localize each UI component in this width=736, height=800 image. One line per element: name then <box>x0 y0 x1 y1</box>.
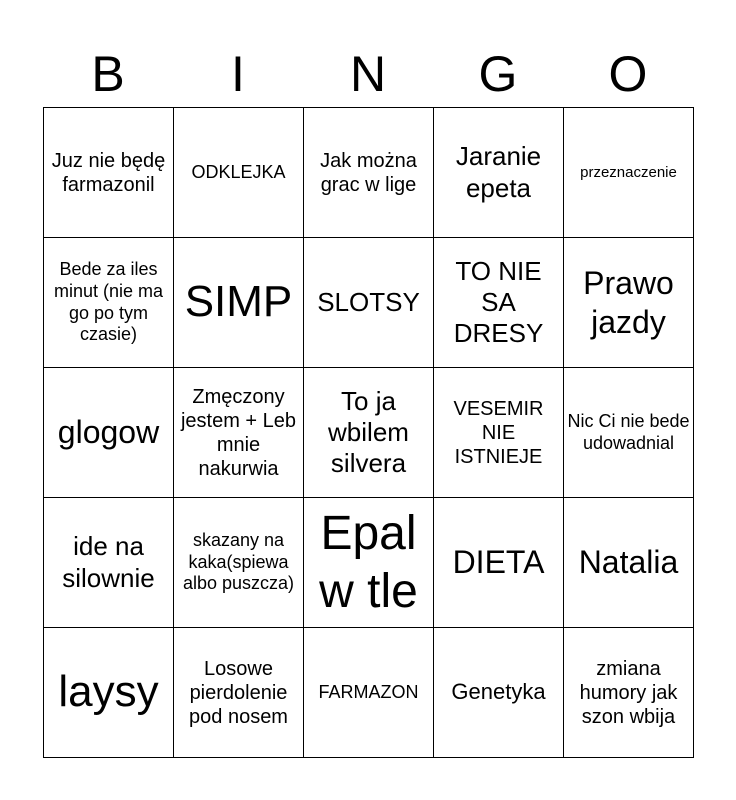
board-row <box>44 498 694 628</box>
bingo-cell[interactable]: Jak można grac w lige <box>304 108 434 238</box>
bingo-cell[interactable]: Natalia <box>564 498 694 628</box>
bingo-cell[interactable]: SLOTSY <box>304 238 434 368</box>
board-row <box>44 238 694 368</box>
bingo-cell[interactable]: TO NIE SA DRESY <box>434 238 564 368</box>
header-letter-b: B <box>91 46 125 102</box>
bingo-cell[interactable]: Prawo jazdy <box>564 238 694 368</box>
bingo-cell[interactable]: Juz nie będę farmazonil <box>44 108 174 238</box>
bingo-cell[interactable]: Nic Ci nie bede udowadnial <box>564 368 694 498</box>
board-row <box>44 628 694 758</box>
board-row <box>44 108 694 238</box>
header-letter-o: O <box>608 46 648 102</box>
bingo-cell[interactable]: Jaranie epeta <box>434 108 564 238</box>
bingo-cell[interactable]: glogow <box>44 368 174 498</box>
bingo-cell[interactable]: FARMAZON <box>304 628 434 758</box>
bingo-cell[interactable]: VESEMIR NIE ISTNIEJE <box>434 368 564 498</box>
header-letter-i: I <box>231 46 245 102</box>
bingo-board <box>43 107 694 758</box>
header-letter-g: G <box>478 46 518 102</box>
bingo-cell[interactable]: Genetyka <box>434 628 564 758</box>
bingo-cell[interactable]: przeznaczenie <box>564 108 694 238</box>
bingo-cell[interactable]: ODKLEJKA <box>174 108 304 238</box>
bingo-cell[interactable]: DIETA <box>434 498 564 628</box>
bingo-cell[interactable]: ide na silownie <box>44 498 174 628</box>
bingo-cell[interactable]: Zmęczony jestem + Leb mnie nakurwia <box>174 368 304 498</box>
header-letter-n: N <box>349 46 387 102</box>
bingo-cell[interactable]: Bede za iles minut (nie ma go po tym czasie) <box>44 238 174 368</box>
bingo-cell[interactable]: skazany na kaka(spiewa albo puszcza) <box>174 498 304 628</box>
bingo-cell[interactable]: Losowe pierdolenie pod nosem <box>174 628 304 758</box>
bingo-cell[interactable]: SIMP <box>174 238 304 368</box>
bingo-cell[interactable]: zmiana humory jak szon wbija <box>564 628 694 758</box>
bingo-cell[interactable]: Epal w tle <box>304 498 434 628</box>
bingo-cell[interactable]: laysy <box>44 628 174 758</box>
bingo-cell[interactable]: To ja wbilem silvera <box>304 368 434 498</box>
board-row <box>44 368 694 498</box>
bingo-header <box>43 40 693 108</box>
